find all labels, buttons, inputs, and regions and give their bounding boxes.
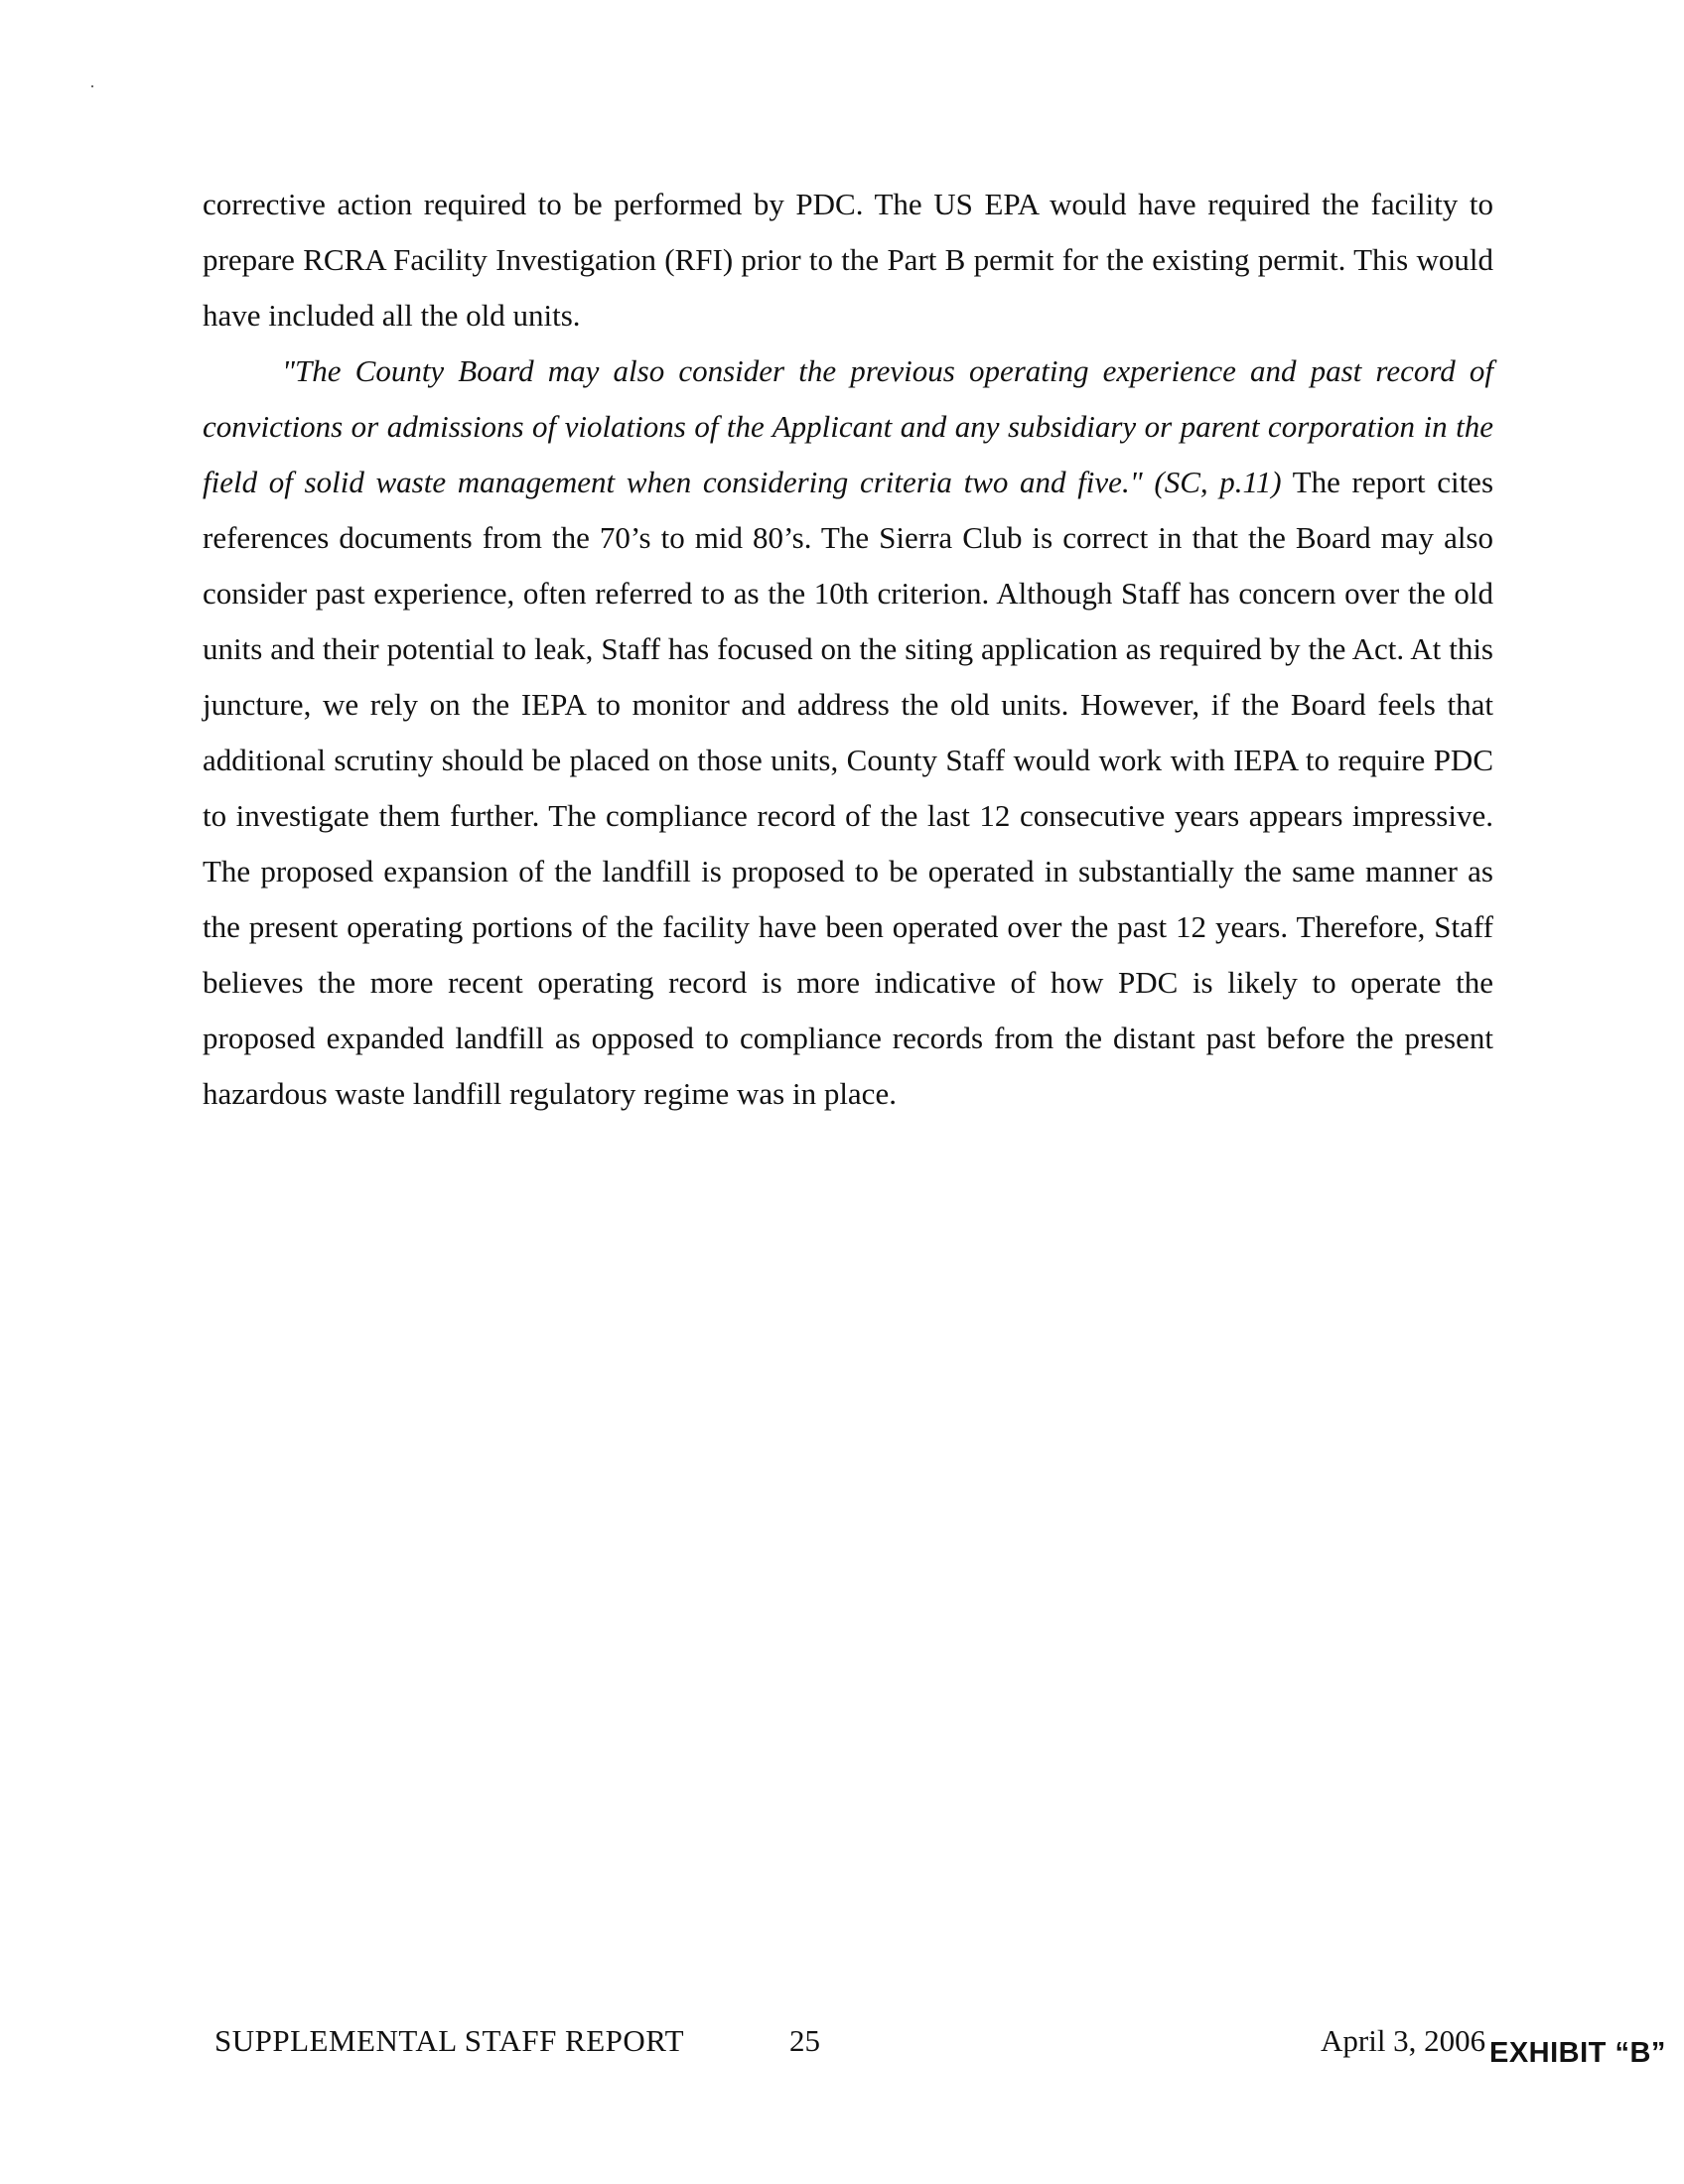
body-text [203, 177, 1493, 1122]
staff-response-text: The report cites references documents from the 70’s to mid 80’s. The Sierra Club is correct in that the Board may also consider past experience, often referred to as the 10th criterion. Although Staff has concern over the old units and their potential to leak, Staff has focused on the siting application as required by the Act. At this juncture, we rely on the IEPA to monitor and address the old units. However, if the Board feels that additional scrutiny should be placed on those units, County Staff would work with IEPA to require PDC to investigate them further. The compliance record of the last 12 consecutive years appears impressive. The proposed expansion of the landfill is proposed to be operated in substantially the same manner as the present operating portions of the facility have been operated over the past 12 years. Therefore, Staff believes the more recent operating record is more indicative of how PDC is likely to operate the proposed expanded landfill as opposed to compliance records from the distant past before the present hazardous waste landfill regulatory regime was in place. [203, 465, 1494, 1111]
page-footer [0, 2023, 1684, 2083]
exhibit-stamp: EXHIBIT “B” [1489, 2037, 1666, 2069]
footer-report-title: SUPPLEMENTAL STAFF REPORT [214, 2023, 685, 2058]
scan-speck [91, 85, 93, 87]
paragraph-2 [203, 343, 1493, 1122]
footer-page-number: 25 [789, 2023, 820, 2058]
paragraph-1: corrective action required to be performed by PDC. The US EPA would have required the facility to prepare RCRA Facility Investigation (RFI) prior to the Part B permit for the existing permit. This would have included all the old units. [203, 187, 1493, 333]
quoted-criterion: "The County Board may also consider the previous operating experience and past record of convictions or admissions of violations of the Applicant and any subsidiary or parent corporation in the field of solid waste management when considering criteria two and five." (SC, p.11) [203, 353, 1493, 499]
footer-date: April 3, 2006 [1321, 2023, 1486, 2058]
